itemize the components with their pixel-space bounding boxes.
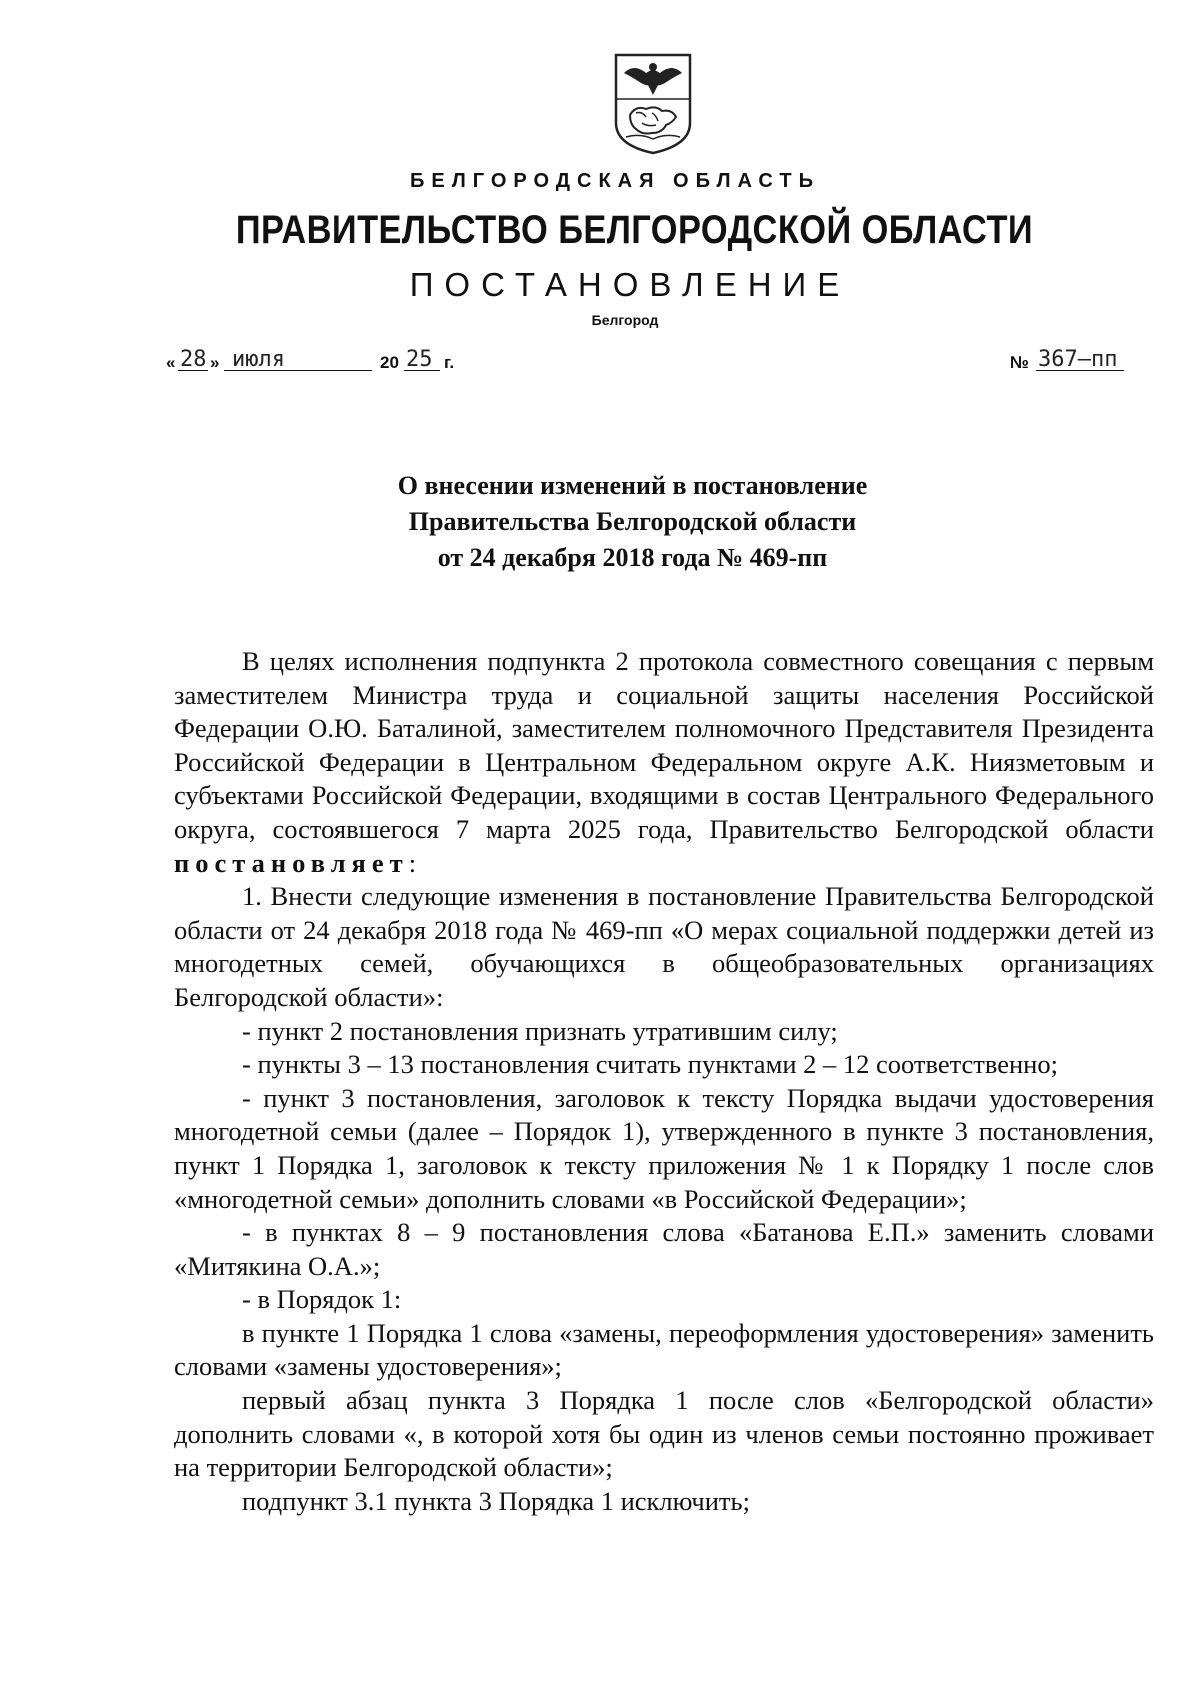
document-title xyxy=(0,468,1200,576)
title-line-3: от 24 декабря 2018 года № 469-пп xyxy=(437,543,828,572)
date-and-number-line xyxy=(166,339,1126,373)
date-century: 20 xyxy=(380,353,399,372)
date-close-quote: » xyxy=(210,353,220,372)
resolves-word: постановляет xyxy=(174,847,409,878)
document-body xyxy=(174,645,1154,1518)
change-paragraph-1: - пункт 2 постановления признать утратившим силу; xyxy=(242,1015,838,1046)
date-open-quote: « xyxy=(166,353,176,372)
change-paragraph-5: - в Порядок 1: xyxy=(242,1284,402,1315)
item-1-paragraph: 1. Внести следующие изменения в постановление Правительства Белгородской области от 24 декабря 2018 года № 469-пп «О мерах социальной поддержки детей из многодетных семей, обучающихся в общеобразовательных организациях Белгородской области»: xyxy=(174,881,1154,1012)
preamble-colon: : xyxy=(408,847,417,878)
number-label: № xyxy=(1010,353,1029,372)
date-month: июля xyxy=(232,347,285,372)
title-line-1: О внесении изменений в постановление xyxy=(397,471,868,500)
city-name: Белгород xyxy=(591,312,659,328)
change-paragraph-7: первый абзац пункта 3 Порядка 1 после слов «Белгородской области» дополнить словами «, в которой хотя бы один из членов семьи постоянно проживает на территории Белгородской области»; xyxy=(174,1385,1154,1483)
date-day: 28 xyxy=(180,347,207,372)
document-number: 367–пп xyxy=(1038,347,1118,372)
change-paragraph-6: в пункте 1 Порядка 1 слова «замены, переоформления удостоверения» заменить словами «замены удостоверения»; xyxy=(174,1317,1154,1382)
change-paragraph-2: - пункты 3 – 13 постановления считать пунктами 2 – 12 соответственно; xyxy=(242,1049,1058,1080)
change-paragraph-8: подпункт 3.1 пункта 3 Порядка 1 исключить; xyxy=(242,1485,750,1516)
preamble-text: В целях исполнения подпункта 2 протокола совместного совещания с первым заместителем Министра труда и социальной защиты населения Российской Федерации О.Ю. Баталиной, заместителем полномочного Представителя Президента Российской Федерации в Центральном Федеральном округе А.К. Ниязметовым и субъектами Российской Федерации, входящими в состав Центрального Федерального округа, состоявшегося 7 марта 2025 года, Правительство Белгородской области xyxy=(174,646,1154,844)
region-name: БЕЛГОРОДСКАЯ ОБЛАСТЬ xyxy=(410,170,820,192)
date-year: 25 xyxy=(406,347,433,372)
document-type: ПОСТАНОВЛЕНИЕ xyxy=(409,266,851,303)
date-year-suffix: г. xyxy=(444,353,455,372)
preamble-paragraph xyxy=(174,645,1154,880)
belgorod-coat-of-arms-icon xyxy=(612,53,694,155)
change-paragraph-3: - пункт 3 постановления, заголовок к тексту Порядка выдачи удостоверения многодетной семьи (далее – Порядок 1), утвержденного в пункте 3 постановления, пункт 1 Порядка 1, заголовок к тексту приложения № 1 к Порядку 1 после слов «многодетной семьи» дополнить словами «в Российской Федерации»; xyxy=(174,1082,1154,1214)
government-name: ПРАВИТЕЛЬСТВО БЕЛГОРОДСКОЙ ОБЛАСТИ xyxy=(235,208,1034,252)
change-paragraph-4: - в пунктах 8 – 9 постановления слова «Батанова Е.П.» заменить словами «Митякина О.А.»; xyxy=(174,1217,1154,1281)
title-line-2: Правительства Белгородской области xyxy=(408,507,857,536)
